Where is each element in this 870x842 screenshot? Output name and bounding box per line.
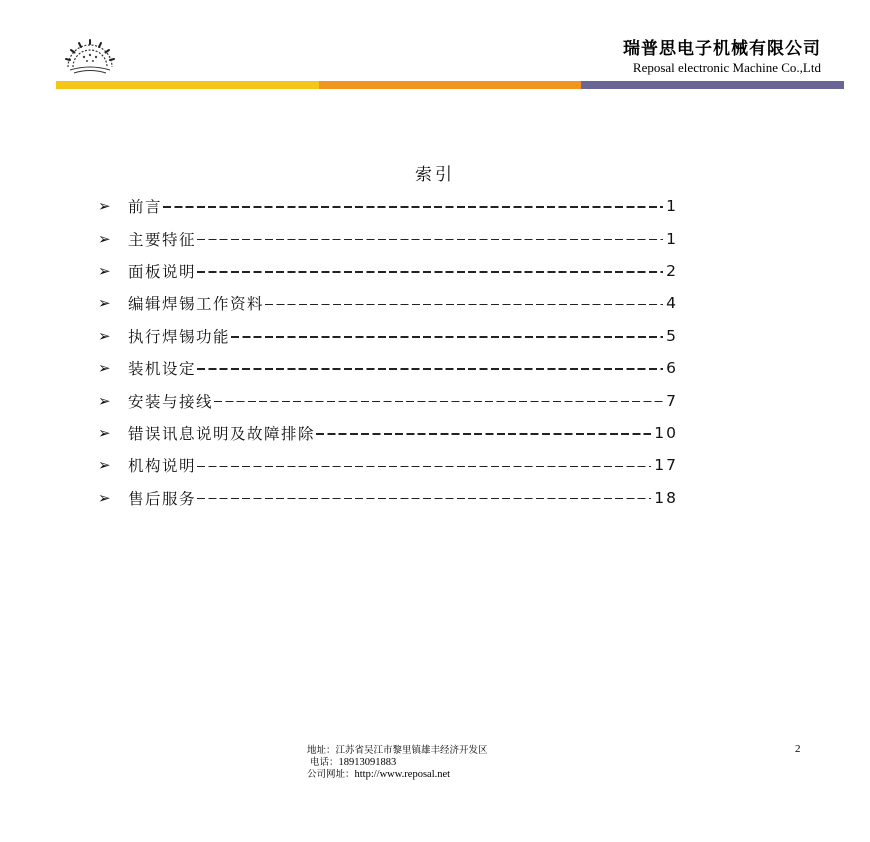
arrow-bullet-icon: ➢ (98, 456, 113, 475)
toc-item-label: 主要特征 (128, 230, 197, 249)
arrow-bullet-icon: ➢ (98, 326, 113, 345)
arrow-bullet-icon: ➢ (98, 197, 113, 216)
footer-phone-line (307, 757, 488, 769)
page-number: 2 (795, 743, 801, 755)
toc-item-label: 执行焊锡功能 (128, 327, 231, 346)
toc-item[interactable] (98, 482, 678, 514)
toc-item-page: 1 (666, 229, 678, 248)
toc-item-label: 面板说明 (128, 262, 197, 281)
toc-item-label: 错误讯息说明及故障排除 (128, 424, 316, 443)
toc-item[interactable] (98, 287, 678, 319)
toc-item-page: 4 (666, 294, 678, 313)
header-bar-yellow (56, 81, 319, 89)
footer-phone-label: 电话： (310, 757, 339, 768)
toc-item-page: 5 (666, 326, 678, 345)
company-name-block (623, 39, 821, 76)
toc-item-page: 1 (666, 197, 678, 216)
footer-website-line (307, 769, 488, 781)
toc-item[interactable] (98, 352, 678, 384)
toc-item[interactable] (98, 320, 678, 352)
dash-leader (197, 466, 651, 468)
toc-item-page: 18 (654, 488, 678, 507)
toc-item[interactable] (98, 190, 678, 222)
header-bar-purple (581, 81, 844, 89)
toc-item-label: 前言 (128, 198, 163, 217)
footer-website-label: 公司网址： (307, 769, 355, 780)
toc-item-page: 10 (654, 423, 678, 442)
footer-phone: 18913091883 (338, 757, 397, 768)
header-bar-orange (319, 81, 582, 89)
toc-item[interactable] (98, 222, 678, 254)
company-name-chinese: 瑞普思电子机械有限公司 (623, 39, 821, 59)
toc-item-page: 6 (666, 359, 678, 378)
toc-item-label: 编辑焊锡工作资料 (128, 295, 265, 314)
toc-item-page: 7 (666, 391, 678, 410)
arrow-bullet-icon: ➢ (98, 391, 113, 410)
toc-item[interactable] (98, 449, 678, 481)
arrow-bullet-icon: ➢ (98, 488, 113, 507)
dash-leader (197, 271, 663, 273)
dash-leader (265, 304, 663, 306)
toc-item-label: 装机设定 (128, 360, 197, 379)
header-color-bar (56, 81, 844, 89)
footer-website-link[interactable]: http://www.reposal.net (354, 769, 451, 780)
dash-leader (316, 433, 651, 435)
arrow-bullet-icon: ➢ (98, 229, 113, 248)
dash-leader (163, 206, 663, 208)
toc-title: 索引 (415, 165, 455, 185)
company-logo (62, 37, 118, 75)
toc-item-label: 机构说明 (128, 457, 197, 476)
arrow-bullet-icon: ➢ (98, 423, 113, 442)
dash-leader (197, 239, 663, 241)
dash-leader (197, 498, 651, 500)
toc-list (98, 190, 678, 514)
dash-leader (214, 401, 663, 403)
company-name-english: Reposal electronic Machine Co.,Ltd (632, 60, 821, 75)
page-footer (307, 745, 488, 781)
arrow-bullet-icon: ➢ (98, 359, 113, 378)
dash-leader (197, 368, 663, 370)
arrow-bullet-icon: ➢ (98, 294, 113, 313)
toc-item[interactable] (98, 255, 678, 287)
toc-item-page: 17 (654, 456, 678, 475)
dash-leader (231, 336, 663, 338)
arrow-bullet-icon: ➢ (98, 261, 113, 280)
toc-item[interactable] (98, 384, 678, 416)
gear-sun-logo-icon (62, 37, 118, 75)
toc-item[interactable] (98, 417, 678, 449)
toc-item-label: 售后服务 (128, 489, 197, 508)
toc-item-label: 安装与接线 (128, 392, 214, 411)
toc-item-page: 2 (666, 261, 678, 280)
footer-address: 地址：江苏省吴江市黎里镇雄丰经济开发区 (307, 745, 488, 756)
